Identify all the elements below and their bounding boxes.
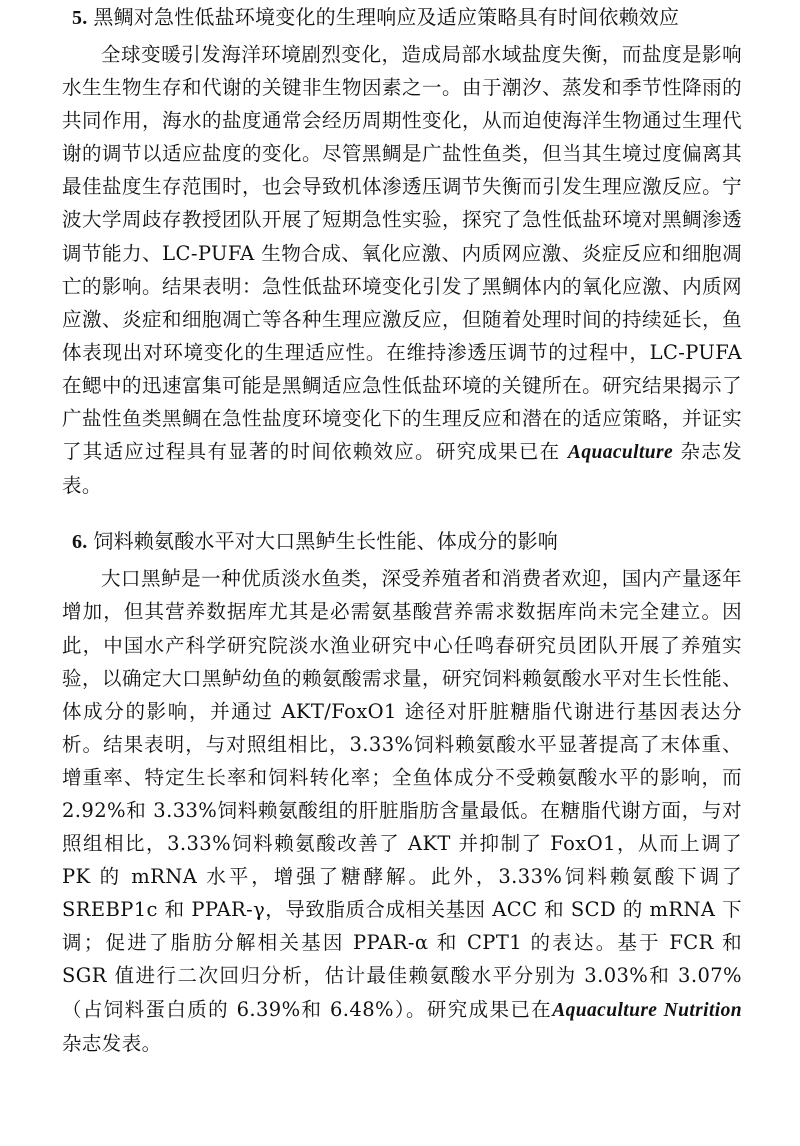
section-heading [62, 4, 742, 30]
section-number: 5. [72, 7, 88, 29]
section-number: 6. [72, 531, 88, 554]
section-heading [62, 528, 742, 554]
body-text: 全球变暖引发海洋环境剧烈变化，造成局部水域盐度失衡，而盐度是影响水生生物生存和代谢的关键非生物因素之一。由于潮汐、蒸发和季节性降雨的共同作用，海水的盐度通常会经历周期性变化，从而迫使海洋生物通过生理代谢的调节以适应盐度的变化。尽管黑鲷是广盐性鱼类，但当其生境过度偏离其最佳盐度生存范围时，也会导致机体渗透压调节失衡而引发生理应激反应。宁波大学周歧存教授团队开展了短期急性实验，探究了急性低盐环境对黑鲷渗透调节能力、LC-PUFA 生物合成、氧化应激、内质网应激、炎症反应和细胞凋亡的影响。结果表明：急性低盐环境变化引发了黑鲷体内的氧化应激、内质网应激、炎症和细胞凋亡等各种生理应激反应，但随着处理时间的持续延长，鱼体表现出对环境变化的生理适应性。在维持渗透压调节的过程中，LC-PUFA 在鳃中的迅速富集可能是黑鲷适应急性低盐环境的关键所在。研究结果揭示了广盐性鱼类黑鲷在急性盐度环境变化下的生理反应和潜在的适应策略，并证实了其适应过程具有显著的时间依赖效应。研究成果已在 [62, 43, 742, 464]
section-6 [62, 528, 742, 1059]
document-page [62, 4, 742, 1060]
body-tail: 杂志发表。 [62, 440, 742, 498]
section-title: 黑鲷对急性低盐环境变化的生理响应及适应策略具有时间依赖效应 [93, 5, 680, 29]
body-text: 大口黑鲈是一种优质淡水鱼类，深受养殖者和消费者欢迎，国内产量逐年增加，但其营养数据库尤其是必需氨基酸营养需求数据库尚未完全建立。因此，中国水产科学研究院淡水渔业研究中心任鸣春研究员团队开展了养殖实验，以确定大口黑鲈幼鱼的赖氨酸需求量，研究饲料赖氨酸水平对生长性能、体成分的影响，并通过 AKT/FoxO1 途径对肝脏糖脂代谢进行基因表达分析。结果表明，与对照组相比，3.33%饲料赖氨酸水平显著提高了末体重、增重率、特定生长率和饲料转化率；全鱼体成分不受赖氨酸水平的影响，而 2.92%和 3.33%饲料赖氨酸组的肝脏脂肪含量最低。在糖脂代谢方面，与对照组相比，3.33%饲料赖氨酸改善了 AKT 并抑制了 FoxO1，从而上调了 PK 的 mRNA 水平，增强了糖酵解。此外，3.33%饲料赖氨酸下调了 SREBP1c 和 PPAR-γ，导致脂质合成相关基因 ACC 和 SCD 的 mRNA 下调；促进了脂肪分解相关基因 PPAR-α 和 CPT1 的表达。基于 FCR 和 SGR 值进行二次回归分析，估计最佳赖氨酸水平分别为 3.03%和 3.07%（占饲料蛋白质的 6.39%和 6.48%）。研究成果已在 [62, 567, 742, 1021]
section-spacer [62, 502, 742, 528]
section-body [62, 562, 742, 1059]
section-body [62, 38, 742, 502]
section-5 [62, 4, 742, 502]
journal-name: Aquaculture [567, 442, 674, 464]
section-title: 饲料赖氨酸水平对大口黑鲈生长性能、体成分的影响 [93, 529, 559, 554]
journal-name: Aquaculture Nutrition [552, 999, 742, 1021]
body-tail: 杂志发表。 [62, 1031, 162, 1055]
